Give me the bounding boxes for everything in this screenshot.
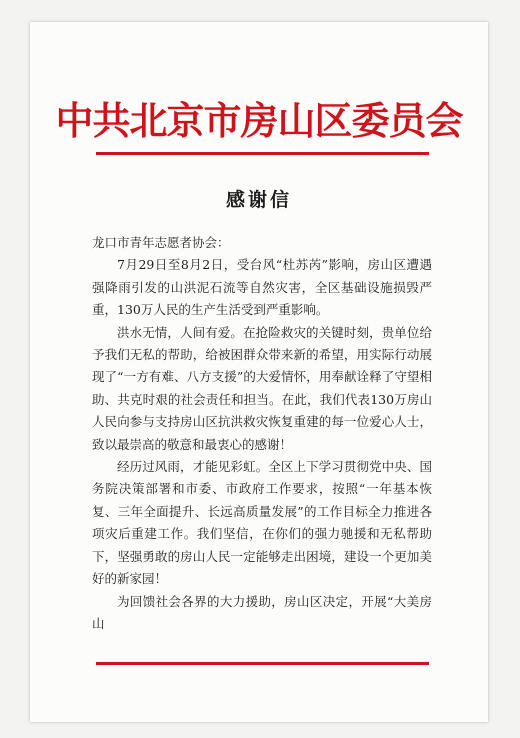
letter-paragraph: 洪水无情，人间有爱。在抢险救灾的关键时刻，贵单位给予我们无私的帮助，给被困群众带来新的希望，用实际行动展现了“一方有难、八方支援”的大爱情怀，用奉献诠释了守望相助、共克时艰的社会责任和担当。在此，我们代表130万房山人民向参与支持房山区抗洪救灾恢复重建的每一位爱心人士，致以最崇高的敬意和最衷心的感谢！ [92, 324, 432, 452]
letter-body [92, 232, 432, 635]
letter-page [30, 22, 488, 722]
letter-paragraph: 7月29日至8月2日，受台风“杜苏芮”影响，房山区遭遇强降雨引发的山洪泥石流等自然灾害，全区基础设施损毁严重，130万人民的生产生活受到严重影响。 [92, 257, 432, 318]
letter-salutation: 龙口市青年志愿者协会： [92, 235, 230, 250]
letter-paragraph: 为回馈社会各界的大力援助，房山区决定，开展“大美房山 [92, 593, 432, 631]
letter-title: 感谢信 [225, 189, 292, 211]
letter-paragraph: 经历过风雨，才能见彩虹。全区上下学习贯彻党中央、国务院决策部署和市委、市政府工作要求，按照“一年基本恢复、三年全面提升、长远高质量发展”的工作目标全力推进各项灾后重建工作。我们坚信，在你们的强力驰援和无私帮助下，坚强勇敢的房山人民一定能够走出困境，建设一个更加美好的新家园！ [92, 459, 432, 587]
letterhead-org-name: 中共北京市房山区委员会 [55, 98, 463, 143]
footer-red-rule [96, 662, 429, 665]
letterhead-red-rule [96, 152, 429, 155]
